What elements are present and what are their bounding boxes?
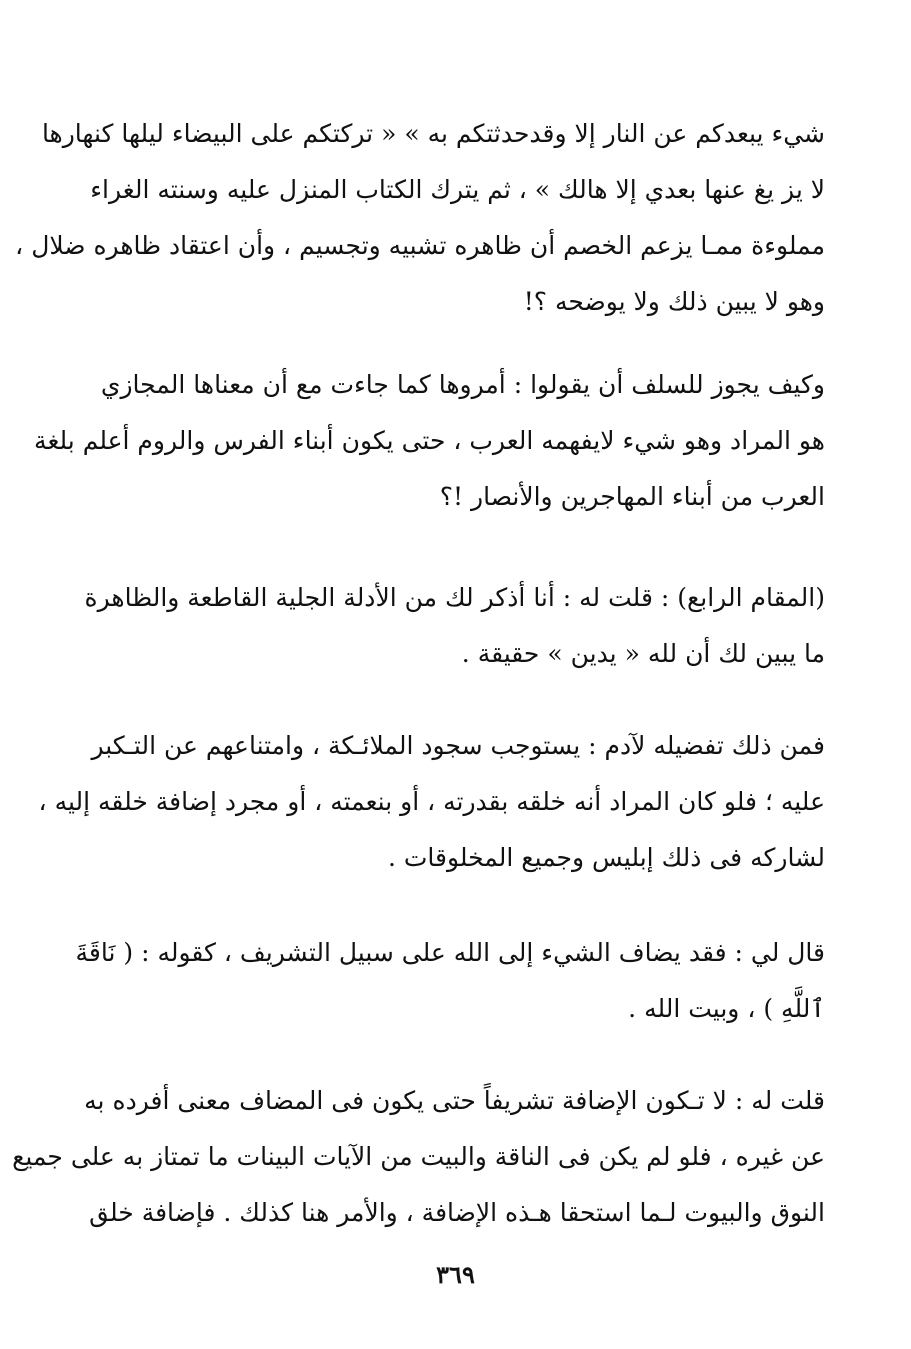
text-line: وهو لا يبين ذلك ولا يوضحه ؟! xyxy=(523,287,825,316)
text-line: (المقام الرابع) : قلت له : أنا أذكر لك من الأدلة الجلية القاطعة والظاهرة xyxy=(84,583,825,612)
page-number: ٣٦٩ xyxy=(436,1260,475,1289)
paragraph-5 xyxy=(75,925,825,1037)
text-line: هو المراد وهو شيء لايفهمه العرب ، حتى يكون أبناء الفرس والروم أعلم بلغة xyxy=(34,426,825,455)
text-line: النوق والبيوت لـما استحقا هـذه الإضافة ، والأمر هنا كذلك . فإضافة خلق xyxy=(89,1198,825,1227)
text-line: وكيف يجوز للسلف أن يقولوا : أمروها كما جاءت مع أن معناها المجازي xyxy=(100,370,825,399)
text-line: لا يز يغ عنها بعدي إلا هالك » ، ثم يترك الكتاب المنزل عليه وسنته الغراء xyxy=(90,175,825,204)
text-line: عليه ؛ فلو كان المراد أنه خلقه بقدرته ، أو بنعمته ، أو مجرد إضافة خلقه إليه ، xyxy=(38,787,825,816)
text-line: فمن ذلك تفضيله لآدم : يستوجب سجود الملائـكة ، وامتناعهم عن التـكبر xyxy=(91,731,825,760)
text-line: العرب من أبناء المهاجرين والأنصار !؟ xyxy=(439,482,825,511)
paragraph-3 xyxy=(84,570,825,682)
text-line: ٱللَّهِ ) ، وبيت الله . xyxy=(628,994,825,1023)
text-line: عن غيره ، فلو لم يكن فى الناقة والبيت من الآيات البينات ما تمتاز به على جميع xyxy=(12,1142,825,1171)
paragraph-1 xyxy=(15,106,825,330)
paragraph-4 xyxy=(38,718,825,886)
paragraph-6 xyxy=(12,1073,825,1241)
text-line: مملوءة ممـا يزعم الخصم أن ظاهره تشبيه وتجسيم ، وأن اعتقاد ظاهره ضلال ، xyxy=(15,231,825,260)
paragraph-2 xyxy=(34,357,825,525)
text-line: لشاركه فى ذلك إبليس وجميع المخلوقات . xyxy=(387,843,825,872)
text-line: قلت له : لا تـكون الإضافة تشريفاً حتى يكون فى المضاف معنى أفرده به xyxy=(84,1086,825,1115)
text-line: قال لي : فقد يضاف الشيء إلى الله على سبيل التشريف ، كقوله : ( نَاقَةَ xyxy=(75,938,825,967)
text-line: شيء يبعدكم عن النار إلا وقدحدثتكم به » « تركتكم على البيضاء ليلها كنهارها xyxy=(41,119,825,148)
text-line: ما يبين لك أن لله « يدين » حقيقة . xyxy=(461,639,825,668)
